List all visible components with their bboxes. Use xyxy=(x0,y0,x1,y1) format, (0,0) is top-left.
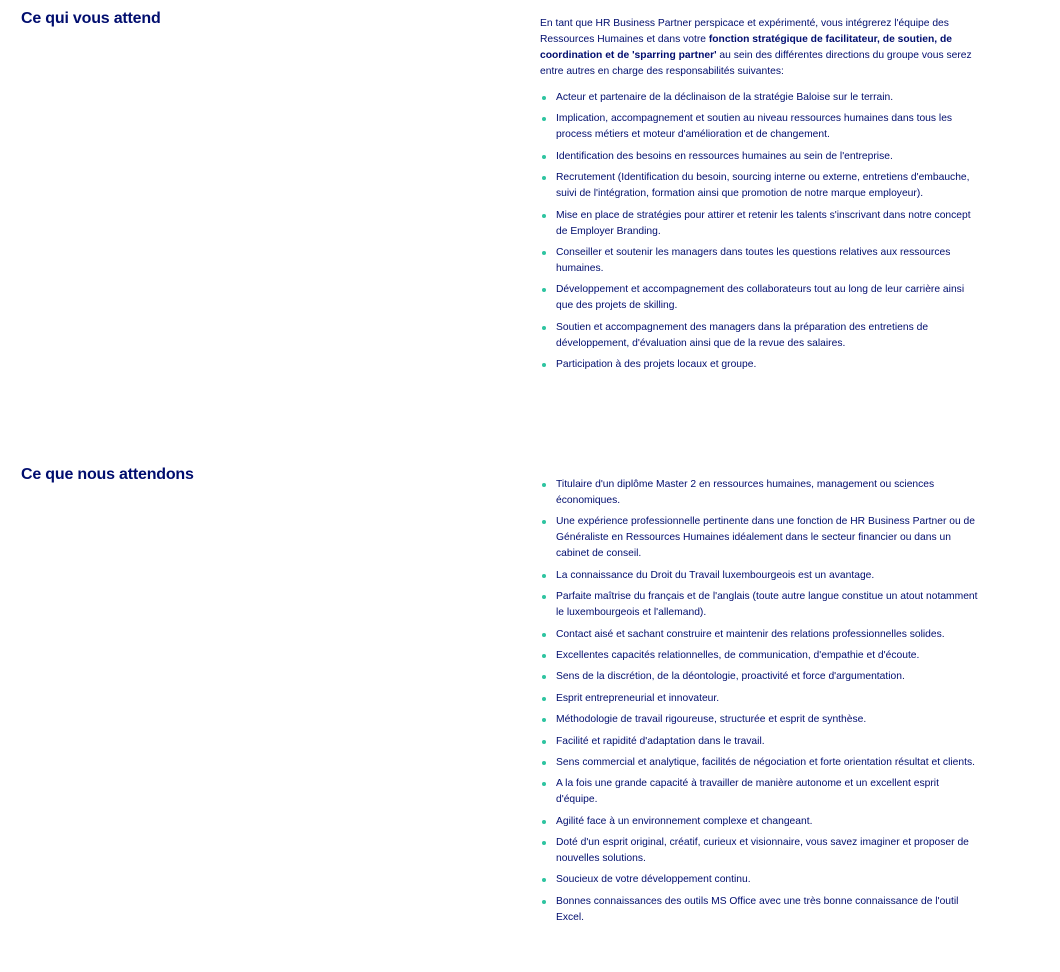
intro-paragraph xyxy=(540,16,980,80)
list-item: Soutien et accompagnement des managers dans la préparation des entretiens de développement, d'évaluation ainsi que de la revue des salaires. xyxy=(540,320,980,352)
section-title: Ce que nous attendons xyxy=(21,466,194,483)
list-item: Titulaire d'un diplôme Master 2 en ressources humaines, management ou sciences économiques. xyxy=(540,477,980,509)
list-item: Participation à des projets locaux et groupe. xyxy=(540,357,980,373)
section-body xyxy=(540,16,980,379)
list-item: La connaissance du Droit du Travail luxembourgeois est un avantage. xyxy=(540,568,980,584)
section-title: Ce qui vous attend xyxy=(21,10,161,27)
list-item: A la fois une grande capacité à travailler de manière autonome et un excellent esprit d'équipe. xyxy=(540,776,980,808)
list-item: Sens commercial et analytique, facilités de négociation et forte orientation résultat et clients. xyxy=(540,755,980,771)
list-item: Une expérience professionnelle pertinente dans une fonction de HR Business Partner ou de Généraliste en Ressources Humaines idéalement dans le secteur financier ou dans un cabinet de conseil. xyxy=(540,514,980,562)
list-item: Agilité face à un environnement complexe et changeant. xyxy=(540,814,980,830)
list-item: Soucieux de votre développement continu. xyxy=(540,872,980,888)
intro-bold-text: fonction stratégique de facilitateur, de soutien, de coordination et de 'sparring partner' xyxy=(540,34,953,61)
list-item: Méthodologie de travail rigoureuse, structurée et esprit de synthèse. xyxy=(540,712,980,728)
requirements-list xyxy=(540,477,980,926)
section-body xyxy=(540,477,980,931)
list-item: Facilité et rapidité d'adaptation dans le travail. xyxy=(540,734,980,750)
list-item: Contact aisé et sachant construire et maintenir des relations professionnelles solides. xyxy=(540,627,980,643)
responsibilities-list xyxy=(540,90,980,373)
list-item: Excellentes capacités relationnelles, de communication, d'empathie et d'écoute. xyxy=(540,648,980,664)
list-item: Acteur et partenaire de la déclinaison de la stratégie Baloise sur le terrain. xyxy=(540,90,980,106)
intro-text-end: au sein des différentes directions du groupe vous serez entre autres en charge des responsabilités suivantes: xyxy=(540,50,972,77)
list-item: Esprit entrepreneurial et innovateur. xyxy=(540,691,980,707)
list-item: Développement et accompagnement des collaborateurs tout au long de leur carrière ainsi que des projets de skilling. xyxy=(540,282,980,314)
list-item: Mise en place de stratégies pour attirer et retenir les talents s'inscrivant dans notre concept de Employer Branding. xyxy=(540,208,980,240)
list-item: Doté d'un esprit original, créatif, curieux et visionnaire, vous savez imaginer et proposer de nouvelles solutions. xyxy=(540,835,980,867)
intro-text: En tant que HR Business Partner perspicace et expérimenté, vous intégrerez l'équipe des Ressources Humaines et dans votre xyxy=(540,18,949,45)
list-item: Identification des besoins en ressources humaines au sein de l'entreprise. xyxy=(540,149,980,165)
list-item: Bonnes connaissances des outils MS Office avec une très bonne connaissance de l'outil Excel. xyxy=(540,894,980,926)
list-item: Conseiller et soutenir les managers dans toutes les questions relatives aux ressources humaines. xyxy=(540,245,980,277)
list-item: Implication, accompagnement et soutien au niveau ressources humaines dans tous les process métiers et moteur d'amélioration et de changement. xyxy=(540,111,980,143)
list-item: Sens de la discrétion, de la déontologie, proactivité et force d'argumentation. xyxy=(540,669,980,685)
list-item: Parfaite maîtrise du français et de l'anglais (toute autre langue constitue un atout notamment le luxembourgeois et l'allemand). xyxy=(540,589,980,621)
list-item: Recrutement (Identification du besoin, sourcing interne ou externe, entretiens d'embauche, suivi de l'intégration, formation ainsi que promotion de notre marque employeur). xyxy=(540,170,980,202)
